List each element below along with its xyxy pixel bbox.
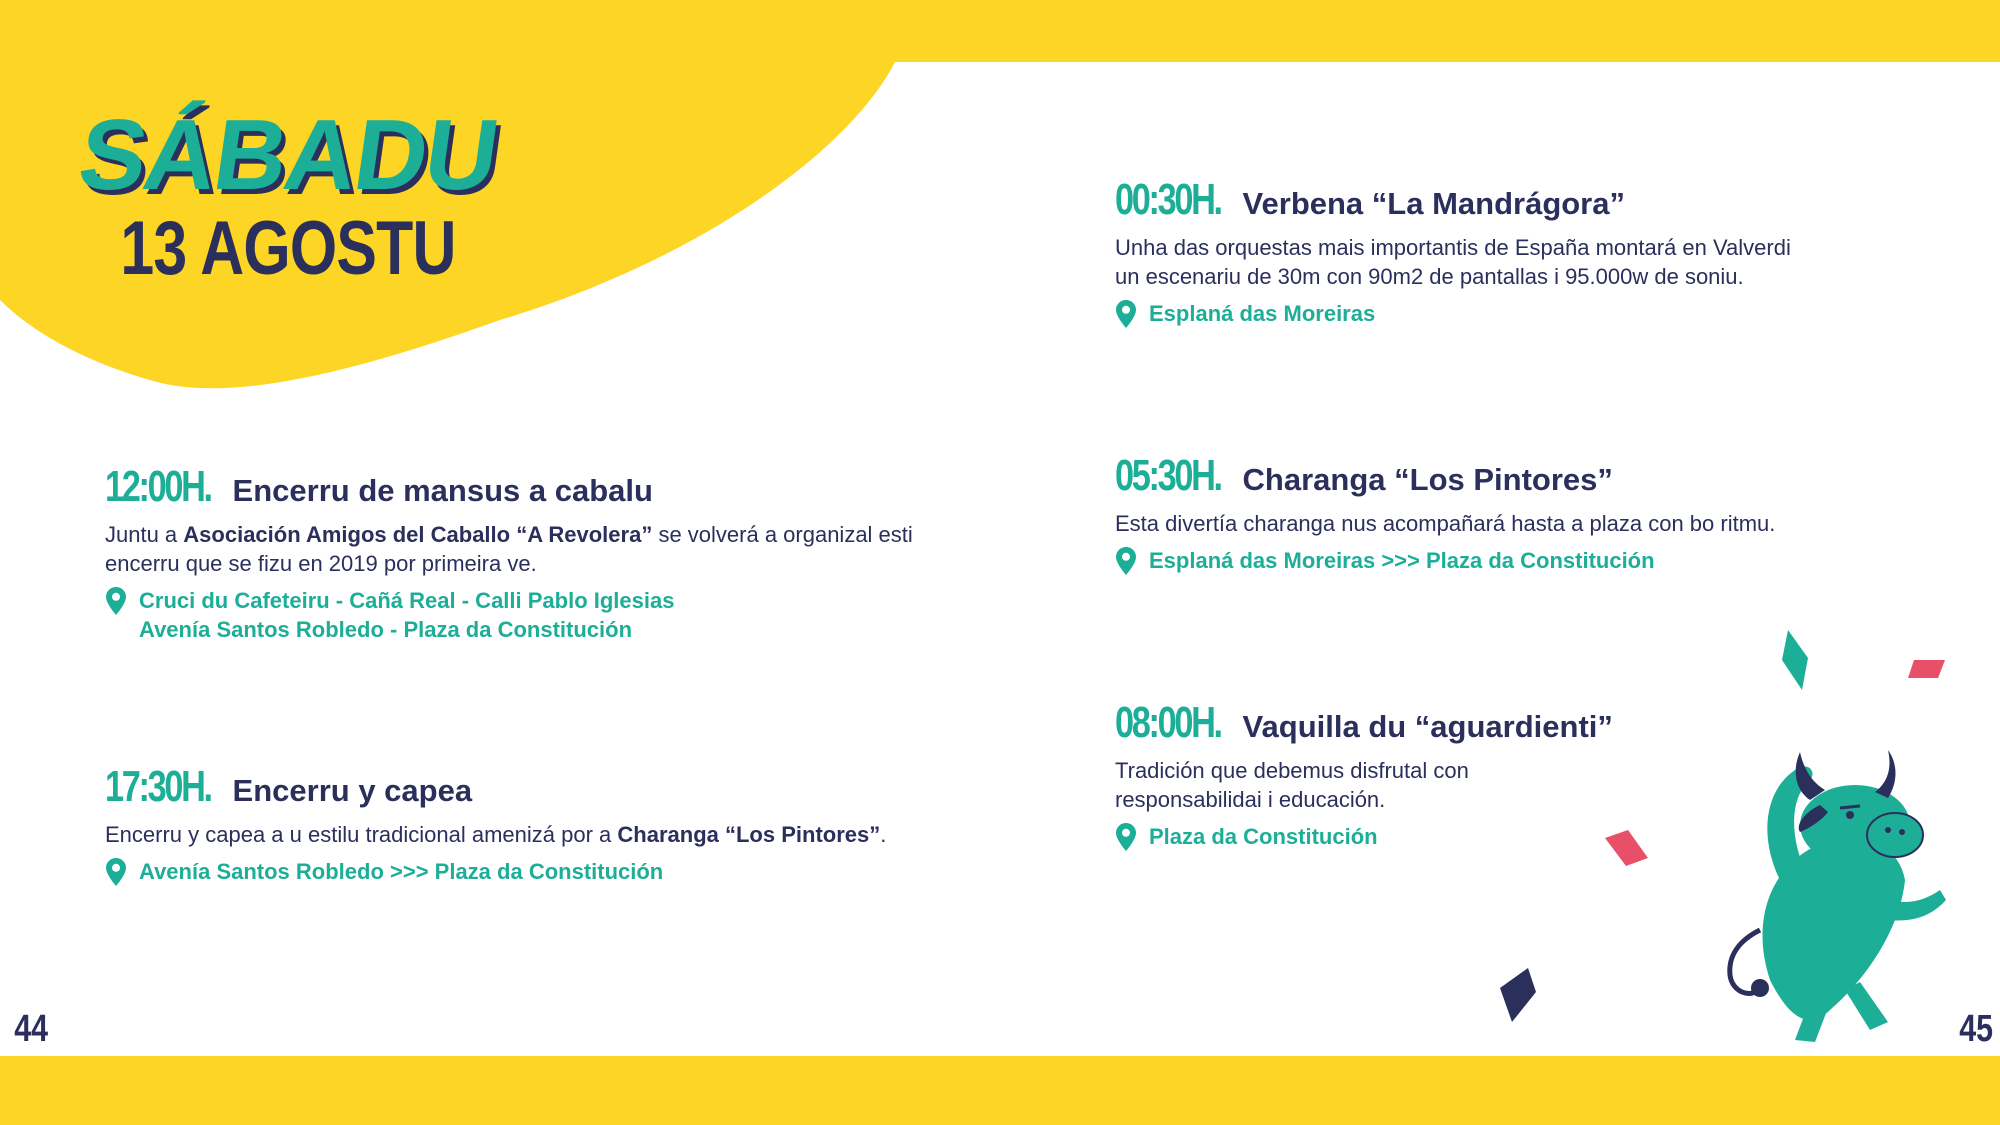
location-pin-icon (1115, 822, 1137, 852)
event-location (105, 586, 965, 644)
event-1200 (105, 462, 965, 644)
event-title: Encerru y capea (232, 773, 473, 808)
event-location (105, 857, 965, 887)
event-header (1115, 175, 1975, 225)
event-0530 (1115, 451, 1975, 576)
confetti-teal (1782, 630, 1808, 690)
event-time: 00:30H. (1115, 175, 1221, 224)
location-line: Plaza da Constitución (1149, 824, 1378, 849)
location-pin-icon (105, 857, 127, 887)
event-description: Unha das orquestas mais importantis de España montará en Valverdi un escenariu de 30m con 90m2 de pantallas i 95.000w de soniu. (1115, 235, 1791, 289)
event-header (105, 462, 965, 512)
bottom-band (0, 1056, 2000, 1125)
event-0030 (1115, 175, 1975, 329)
location-pin-icon (105, 586, 127, 616)
event-title: Verbena “La Mandrágora” (1242, 186, 1625, 221)
location-line: Esplaná das Moreiras >>> Plaza da Constitución (1149, 548, 1655, 573)
event-location (1115, 546, 1975, 576)
location-pin-icon (1115, 299, 1137, 329)
event-description: Esta divertía charanga nus acompañará hasta a plaza con bo ritmu. (1115, 511, 1776, 536)
page-number-left: 44 (14, 1008, 49, 1050)
event-title: Vaquilla du “aguardienti” (1242, 709, 1613, 744)
location-line: Avenía Santos Robledo >>> Plaza da Constitución (139, 859, 664, 884)
event-time: 12:00H. (105, 462, 211, 511)
event-header (1115, 451, 1975, 501)
event-location (1115, 299, 1975, 329)
location-line: Cruci du Cafeteiru - Cañá Real - Calli Pablo Iglesias (139, 588, 675, 613)
event-time: 17:30H. (105, 762, 211, 811)
location-line: Avenía Santos Robledo - Plaza da Constitución (139, 617, 633, 642)
event-description: Encerru y capea a u estilu tradicional amenizá por a Charanga “Los Pintores”. (105, 822, 887, 847)
day-title: SÁBADU (72, 99, 504, 211)
confetti-pink (1908, 660, 1945, 678)
event-description: Tradición que debemus disfrutal con responsabilidai i educación. (1115, 758, 1469, 812)
event-1730 (105, 762, 965, 887)
location-line: Esplaná das Moreiras (1149, 301, 1376, 326)
location-pin-icon (1115, 546, 1137, 576)
bull-mascot (1700, 730, 1960, 1050)
event-title: Charanga “Los Pintores” (1242, 462, 1613, 497)
event-description: Juntu a Asociación Amigos del Caballo “A Revolera” se volverá a organizal esti encerru que se fizu en 2019 por primeira ve. (105, 522, 913, 576)
event-time: 08:00H. (1115, 698, 1221, 747)
event-title: Encerru de mansus a cabalu (232, 473, 653, 508)
header-title (0, 99, 576, 291)
event-header (105, 762, 965, 812)
page-number-right: 45 (1959, 1008, 1994, 1050)
confetti-navy (1500, 968, 1536, 1022)
date-subtitle: 13 AGOSTU (120, 206, 456, 291)
event-time: 05:30H. (1115, 451, 1221, 500)
